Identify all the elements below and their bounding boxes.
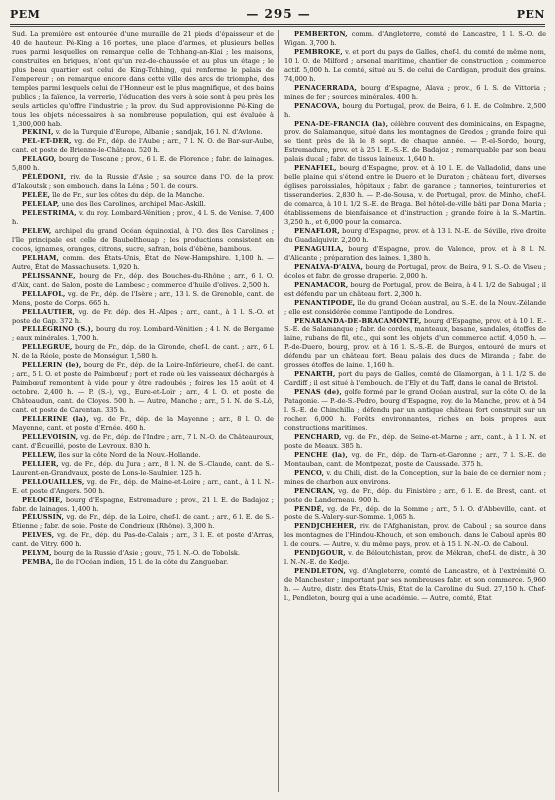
left-column [12, 30, 274, 796]
entry-text: v. de la Turquie d'Europe, Albanie ; sandjak, 16 l. N. d'Avlone. [55, 128, 263, 137]
dictionary-entry [284, 102, 546, 120]
dictionary-entry [12, 549, 274, 558]
dictionary-entry [284, 84, 546, 102]
entry-text: riv. de l'Afghanistan, prov. de Caboul ; sa source dans les montagnes de l'Hindou-Khouch, et son embouch. dans le Caboul après 80 l. de cours. — Autre, v. du même pays, prov. et à 15 l. N.-N.-O. de Caboul. [284, 522, 546, 549]
dictionary-entry [284, 522, 546, 549]
entry-headword: PEMBERTON, [294, 30, 348, 38]
entry-text: île de l'Océan indien, 15 l. de la côte du Zanguebar. [55, 558, 229, 567]
entry-text: comm. des États-Unis, État de New-Hampshire. 1,100 h. — Autre, État de Massachusets. 1,920 h. [12, 253, 274, 271]
entry-headword: PELEW, [22, 226, 52, 235]
dictionary-entry [284, 281, 546, 299]
dictionary-entry [12, 496, 274, 514]
dictionary-entry [284, 433, 546, 451]
entry-text: bourg du roy. Lombard-Vénitien ; 4 l. N. de Bergame ; eaux minérales. 1,700 h. [12, 325, 274, 343]
entry-text: v. du Chili, dist. de la Conception, sur la baie de ce dernier nom ; mines de charbon aux environs. [284, 468, 546, 486]
entry-text: Sud. La première est entourée d'une muraille de 21 pieds d'épaisseur et de 40 de hauteur. Pé-King a 16 portes, une place d'armes, et plusieurs belles rues parmi lesquelles on remarque celle de Tchhang-an-Kiai ; les maisons, construites en briques, n'ont qu'un rez-de-chaussée et au plus un étage ; le plus beau quartier est celui de King-Tchhing, qui renferme le palais de l'empereur ; on remarque encore dans cette ville des arcs de triomphe, des temples parmi lesquels celui de l'Honneur est le plus magnifique, et des bains publics ; la faïence, la verrerie, l'éducation des vers à soie sont à peu près les seuls articles qu'offre l'industrie ; la prov. du Sud approvisionne Pé-King de tous les objets nécessaires à sa nombreuse population, qui est évaluée à 1,300,000 hab. [12, 30, 274, 128]
dictionary-entry [12, 415, 274, 433]
entry-headword: PENCO, [294, 468, 325, 477]
entry-text: bourg d'Espagne, Alava ; prov., 6 l. S. de Vittoria ; mines de fer ; sources minérales. 400 h. [284, 83, 546, 101]
dictionary-entry [12, 209, 274, 227]
entry-text: bourg de Toscane ; prov., 6 l. E. de Florence ; fabr. de lainages. 5,800 h. [12, 155, 274, 173]
dictionary-entry [284, 120, 546, 165]
dictionary-entry [12, 513, 274, 531]
header-rule-secondary [10, 26, 545, 27]
dictionary-entry [12, 137, 274, 155]
entry-headword: PEMBA, [22, 558, 54, 567]
dictionary-entry [12, 191, 274, 200]
entry-text: riv. de la Russie d'Asie ; sa source dans l'O. de la prov. d'Iakoutsk ; son embouch. dans la Léna ; 50 l. de cours. [12, 173, 274, 191]
entry-text: vg. de Fr., dép. de Tarn-et-Garonne ; arr., 7 l. S.-E. de Montauban, cant. de Montpezat, poste de Caussade. 375 h. [284, 450, 546, 468]
entry-headword: PENARANDA-DE-BRACAMONTE, [294, 316, 422, 325]
dictionary-entry [284, 567, 546, 603]
entry-text: vg. d'Angleterre, comté de Lancastre, et à l'extrémité O. de Manchester ; important par ses nombreuses fabr. et son commerce. 5,960 h. — Autre, distr. des États-Unis, État de la Caroline du Sud. 27,150 h. Chef-l., Pendleton, bourg qui a une académie. — Autre, comté, État [284, 567, 546, 603]
entry-text: bourg de la Russie d'Asie ; gouv., 75 l. N.-O. de Tobolsk. [53, 549, 240, 558]
dictionary-entry [12, 128, 274, 137]
entry-headword: PELLEW, [22, 450, 57, 459]
dictionary-entry [284, 469, 546, 487]
entry-headword: PENAGUILA, [294, 244, 344, 253]
entry-text: vg. de Fr., dép. de l'Isère ; arr., 13 l. S. de Grenoble, cant. de Mens, poste de Corps. 665 h. [12, 289, 274, 307]
dictionary-entry [12, 451, 274, 460]
entry-headword: PENCHARD, [294, 432, 342, 441]
entry-headword: PEL-ET-DER, [22, 137, 72, 146]
entry-headword: PÉLÉDONI, [22, 173, 67, 182]
header-rule [10, 24, 545, 25]
entry-headword: PENDJGOUR, [294, 549, 346, 558]
entry-text: vg. de Fr., dép. de l'Aube ; arr., 7 l. N. O. de Bar-sur-Aube, cant. et poste de Brienne-le-Château. 520 h. [12, 137, 274, 155]
dictionary-entry [284, 549, 546, 567]
running-header [10, 6, 545, 22]
entry-headword: PELVES, [22, 531, 55, 540]
entry-headword: PENAFIEL, [294, 164, 337, 173]
entry-headword: PELLOUAILLES, [22, 477, 85, 486]
entry-text: archipel du grand Océan équinoxial, à l'O. des îles Carolines ; l'île principale est celle de Baubelthouap ; les productions consistent en cocos, ignames, oranges, citrons, sucre, safran, bois d'ébène, bambous. [12, 226, 274, 253]
entry-headword: PELLERINE (la), [22, 414, 89, 423]
entry-text: une des îles Carolines, archipel Mac-Askill. [61, 200, 206, 209]
dictionary-entry [12, 325, 274, 343]
entry-headword: PELOCHE, [22, 495, 63, 504]
entry-headword: PENCHE (la), [294, 450, 349, 459]
entry-headword: PENAFLOR, [294, 226, 340, 235]
dictionary-entry [284, 299, 546, 317]
entry-headword: PENAMACOR, [294, 280, 349, 289]
entry-headword: PELHAM, [22, 253, 59, 262]
dictionary-entry [284, 505, 546, 523]
dictionary-entry [12, 173, 274, 191]
page-number: — 295 — [246, 7, 311, 21]
entry-text: bourg de Portugal, prov. de Beira, 9 l. S.-O. de Viseu ; écoles et fabr. de grosse draperie. 2,000 h. [284, 262, 546, 280]
entry-text: v. du roy. Lombard-Vénitien ; prov., 4 l. S. de Venise. 7,400 h. [12, 209, 274, 227]
dictionary-entry [284, 245, 546, 263]
entry-headword: PÉLISSANNE, [22, 271, 76, 280]
entry-headword: PELLERIN (le), [22, 361, 82, 370]
entry-text: vg. de Fr., dép. de Maine-et-Loire ; arr., cant., à 1 l. N.-E. et poste d'Angers. 500 h. [12, 477, 274, 495]
entry-headword: PENACOVA, [294, 101, 340, 110]
entry-headword: PENCRAN, [294, 486, 336, 495]
entry-headword: PENA-DE-FRANCIA (la), [294, 119, 389, 128]
entry-text: bourg de Fr., dép. de la Gironde, chef-l. de cant. ; arr., 6 l. N. de la Réole, poste de Monségur. 1,580 h. [12, 343, 274, 361]
entry-headword: PENAS (de), [294, 388, 343, 397]
dictionary-entry [12, 200, 274, 209]
dictionary-entry [12, 254, 274, 272]
entry-text: bourg de Fr., dép. de la Loire-Inférieure, chef-l. de cant. ; arr., 5 l. O. et poste de Paimbœuf ; port et rade où les vaisseaux déchargés à Paimbœuf remontent à vide pour y être radoubés ; foires les 15 août et 4 octobre. 2,400 h. — P. (S.-), vg., Eure-et-Loir ; arr., 4 l. O. et poste de Châteaudun, cant. de Cloyes. 500 h. — Autre, Manche ; arr., 5 l. N. de S.-Lô, cant. et poste de Carentan. 335 h. [12, 361, 274, 415]
entry-headword: PELLÉGRINO (S.), [22, 325, 94, 334]
dictionary-entry [284, 317, 546, 371]
entry-headword: PÉLUSSIN, [22, 513, 65, 522]
dictionary-entry [284, 370, 546, 388]
entry-headword: PENARTH, [294, 370, 336, 379]
entry-text: vg. de Fr., dép. du Pas-de-Calais ; arr., 3 l. E. et poste d'Arras, cant. de Vitry. 600 h. [12, 531, 274, 549]
entry-headword: PENDJCHEHER, [294, 522, 357, 531]
entry-text: célèbre couvent des dominicains, en Espagne, prov. de Salamanque, situé dans les montagnes de Gredos ; grande foire qui se tient près de là le 8 sept. de chaque année. — P.-el-Sordo, bourg, Estremadure, prov. et à 25 l. E.-S.-E. de Badajoz ; remarquable par son beau palais ducal ; fabr. de tissus laineux. 1,640 h. [284, 119, 546, 164]
entry-text: port du pays de Galles, comté de Glamorgan, à 1 l. 1/2 S. de Cardiff ; il est situé à l'embouch. de l'Ely et du Taff, dans le canal de Bristol. [284, 370, 546, 388]
entry-headword: PENACERRADA, [294, 83, 358, 92]
entry-headword: PELLEGRUE, [22, 343, 73, 352]
dictionary-entry [12, 308, 274, 326]
dictionary-entry [12, 433, 274, 451]
entry-headword: PELYM, [22, 549, 52, 558]
dictionary-entry [12, 361, 274, 415]
entry-headword: PELLEVOISIN, [22, 432, 79, 441]
dictionary-entry [12, 531, 274, 549]
entry-text: vg. de Fr., dép. de Seine-et-Marne ; arr., cant., à 1 l. N. et poste de Meaux. 385 h. [284, 432, 546, 450]
entry-headword: PELLIER, [22, 459, 59, 468]
entry-headword: PEMBROKE, [294, 47, 343, 56]
dictionary-entry [12, 558, 274, 567]
entry-text: vg. de Fr., dép. de la Somme ; arr., 5 l. O. d'Abbeville, cant. et poste de S.-Valery-sur-Somme. 1,065 h. [284, 504, 546, 522]
dictionary-entry [284, 487, 546, 505]
entry-headword: PENANTIPODE, [294, 298, 356, 307]
entry-text: bourg de Fr., dép. des Bouches-du-Rhône ; arr., 6 l. O. d'Aix, cant. de Salon, poste de Lambesc ; commerce d'huile d'olives. 2,500 h. [12, 271, 274, 289]
entry-text: vg. de Fr., dép. de l'Indre ; arr., 7 l. N.-O. de Châteauroux, cant. d'Écueillé, poste de Levroux. 830 h. [12, 432, 274, 450]
entry-text: bourg d'Espagne, prov. de Valence, prov. et à 8 l. N. d'Alicante ; préparation des laines. 1,380 h. [284, 244, 546, 262]
entry-text: vg. de Fr., dép. de la Loire, chef-l. de cant. ; arr., 6 l. E. de S.-Étienne ; fabr. de soie. Poste de Condrieux (Rhône). 3,300 h. [12, 513, 274, 531]
dictionary-entry [284, 30, 546, 48]
entry-headword: PELÉE, [22, 191, 51, 200]
column-separator [278, 30, 279, 792]
dictionary-entry [284, 227, 546, 245]
entry-text: comm. d'Angleterre, comté de Lancastre, 1 l. S.-O. de Wigan. 3,700 h. [284, 30, 546, 47]
entry-text: golfe formé par le grand Océan austral, sur la côte O. de la Patagonie. — P.-de-S.-Pedro, bourg d'Espagne, roy. de la Manche, prov. et à 54 l. S.-E. de Chinchilla ; défendu par un antique château fort construit sur un rocher. 6,000 h. Forêts environnantes, riches en bois propres aux constructions maritimes. [284, 388, 546, 432]
dictionary-entry [12, 227, 274, 254]
entry-headword: PENALVA-D'ALVA, [294, 262, 364, 271]
dictionary-entry [284, 451, 546, 469]
dictionary-entry [284, 388, 546, 433]
entry-headword: PELAGO, [22, 155, 57, 164]
entry-headword: PENDLETON, [294, 567, 346, 576]
dictionary-entry [12, 478, 274, 496]
header-left-guide-word: PEM [10, 7, 41, 21]
header-right-guide-word: PEN [516, 7, 545, 21]
entry-text: bourg d'Espagne, prov. et à 13 l. N.-E. de Séville, rive droite du Guadalquivir. 2,200 h. [284, 226, 546, 244]
dictionary-entry [12, 155, 274, 173]
entry-text: v. de Béloutchistan, prov. de Mékran, chef-l. de distr., à 30 l. N.-N.-E. de Kedje. [284, 549, 546, 567]
entry-text: bourg d'Espagne, prov. et à 10 l. E.-S.-E. de Salamanque ; fabr. de cordes, manteaux, basane, sandales, étoffes de laine, rubans de fil, etc., qui sont les objets d'un commerce actif. 4,050 h. — P.-de-Duero, bourg, prov. et à 16 l. S.-S.-E. de Burgos, entouré de murs et défendu par un château fort. Beau palais des ducs de Miranda ; fabr. de grosses étoffes de laine. 1,160 h. [284, 316, 546, 370]
entry-headword: PEKINI, [22, 128, 54, 137]
entry-headword: PELELAP, [22, 200, 60, 209]
entry-text: vg. de Fr., dép. du Finistère ; arr., 6 l. E. de Brest, cant. et poste de Landerneau. 900 h. [284, 486, 546, 504]
entry-headword: PELLAFOL, [22, 289, 66, 298]
entry-text: v. et port du pays de Galles, chef-l. du comté de même nom, 10 l. O. de Milford ; arsenal maritime, chantier de construction ; commerce actif. 5,000 h. Le comté, situé au S. de celui de Cardigan, produit des grains. 74,000 h. [284, 47, 546, 83]
dictionary-entry [284, 48, 546, 84]
dictionary-entry [284, 164, 546, 227]
entry-text: vg. de Fr. dép. des H.-Alpes ; arr., cant., à 1 l. S.-O. et poste de Gap. 372 h. [12, 307, 274, 325]
entry-text: île de Fr., sur les côtes du dép. de la Manche. [52, 191, 205, 200]
entry-headword: PELLAUTIER, [22, 307, 76, 316]
entry-text: île du grand Océan austral, au S.-E. de la Nouv.-Zélande ; elle est considérée comme l'antipode de Londres. [284, 298, 546, 316]
entry-text: bourg de Portugal, prov. de Beira, à 4 l. 1/2 de Sabugal ; il est défendu par un château fort. 2,300 h. [284, 280, 546, 298]
entry-text: vg. de Fr., dép. du Jura ; arr., 8 l. N. de S.-Claude, cant. de S.-Laurent-en-Grandvaux, poste de Lons-le-Saulnier. 125 h. [12, 459, 274, 477]
dictionary-entry [12, 30, 274, 128]
entry-headword: PELESTRIMA, [22, 209, 77, 218]
dictionary-entry [12, 272, 274, 290]
entry-text: bourg d'Espagne, Estremadure ; prov., 21 l. E. de Badajoz ; fabr. de lainages. 1,400 h. [12, 495, 274, 513]
entry-text: îles sur la côte Nord de la Nouv.-Hollande. [58, 450, 201, 459]
entry-headword: PENDÉ, [294, 504, 325, 513]
entry-text: bourg du Portugal, prov. de Beira, 6 l. E. de Coïmbre. 2,500 h. [284, 101, 546, 119]
dictionary-entry [284, 263, 546, 281]
dictionary-entry [12, 460, 274, 478]
entry-text: vg. de Fr., dép. de la Mayenne ; arr., 8 l. O. de Mayenne, cant. et poste d'Ernée. 460 h. [12, 414, 274, 432]
dictionary-entry [12, 343, 274, 361]
right-column [284, 30, 546, 796]
entry-text: bourg d'Espagne, prov. et à 10 l. E. de Valladolid, dans une belle plaine qui s'étend entre le Duero et le Duraton ; château fort, diverses églises paroissiales, hôpitaux ; fabr. de garance ; tanneries, teintureries et tisseranderies. 2,830 h. — P.-de-Sousa, v. de Portugal, prov. de Minho, chef-l. de comarca, à 10 l. 1/2 S.-E. de Braga. Bel hôtel-de-ville bâti par Dona Maria ; établissemens de bienfaisance et d'instruction ; grande foire à la S.-Martin. 3,250 h., et 6,000 pour la comarca. [284, 164, 546, 227]
dictionary-entry [12, 290, 274, 308]
